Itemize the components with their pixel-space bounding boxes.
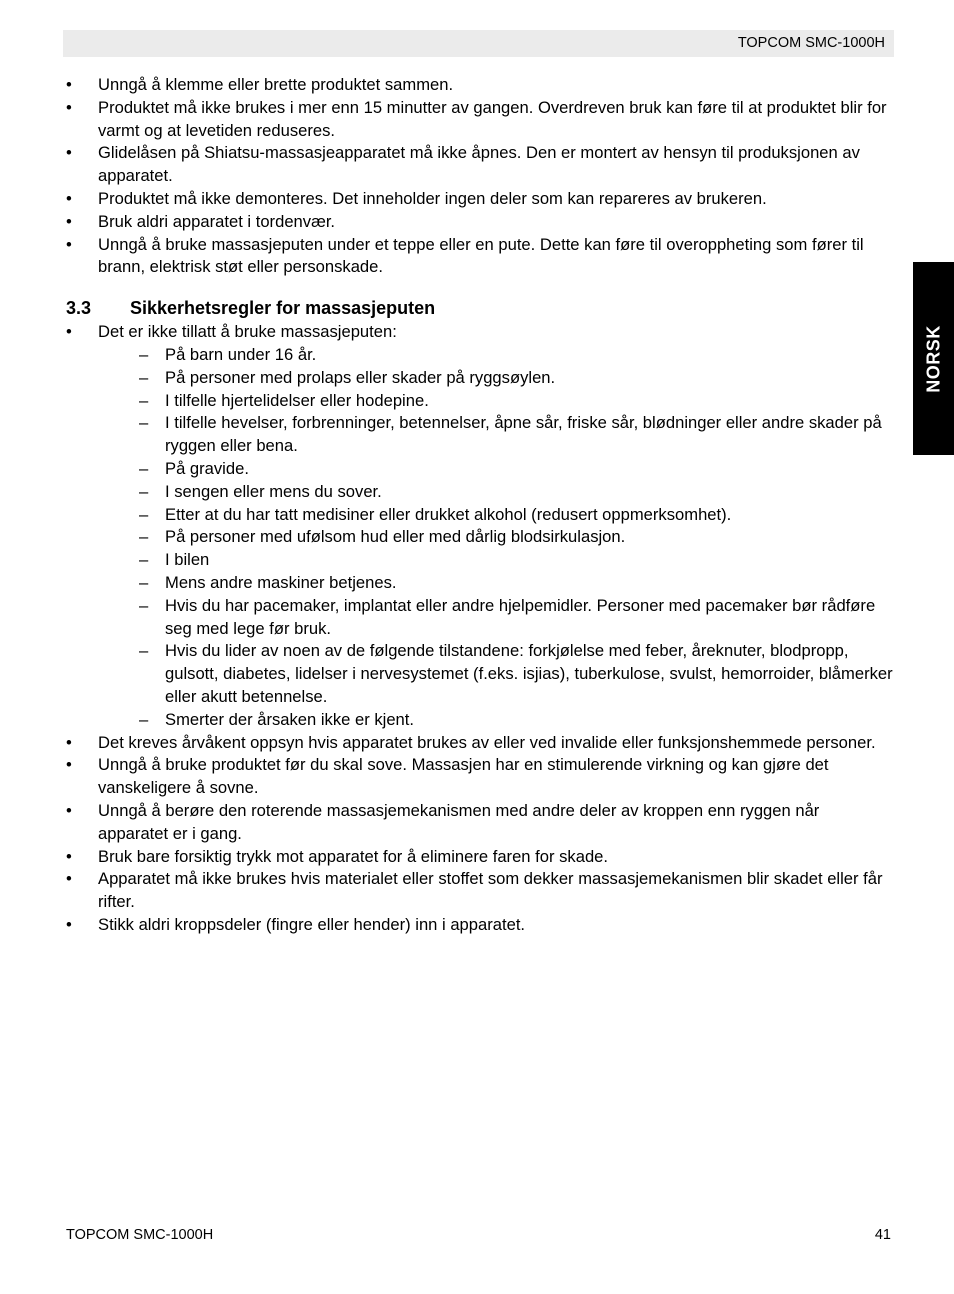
- page-content: [63, 74, 893, 937]
- list-item-marker: •: [66, 869, 72, 889]
- sub-list-item: [130, 481, 893, 504]
- sub-list-item-text: I bilen: [165, 550, 210, 570]
- list-item: [63, 732, 893, 755]
- sub-list-item: [130, 709, 893, 732]
- list-item: [63, 868, 893, 914]
- sub-list-item-text: Hvis du lider av noen av de følgende tilstandene: forkjølelse med feber, åreknuter, blodpropp, gulsott, diabetes, lidelser i nervesystemet (f.eks. isjias), tuberkulose, svulst, hemorroider, blåmerker eller akutt betennelse.: [165, 641, 893, 706]
- sub-list-item-text: På personer med prolaps eller skader på ryggsøylen.: [165, 367, 556, 387]
- footer-product: TOPCOM SMC-1000H: [66, 1227, 214, 1243]
- sub-list-item-text: I tilfelle hevelser, forbrenninger, betennelser, åpne sår, friske sår, blødninger eller andre skader på ryggen eller bena.: [165, 413, 882, 456]
- footer-page-number: 41: [874, 1227, 891, 1243]
- sub-list-item-text: På gravide.: [165, 458, 249, 478]
- list-item: [63, 142, 893, 188]
- list-item-marker: •: [66, 800, 72, 820]
- list-item: [63, 74, 893, 97]
- sub-list-item-marker: –: [139, 572, 149, 592]
- sub-list-item-text: I sengen eller mens du sover.: [165, 481, 382, 501]
- list-item-marker: •: [66, 75, 72, 94]
- section-title: Sikkerhetsregler for massasjeputen: [130, 298, 436, 319]
- sub-list-item-text: På personer med ufølsom hud eller med dårlig blodsirkulasjon.: [165, 527, 626, 547]
- sub-list-item: [130, 344, 893, 367]
- sub-list-item: [130, 640, 893, 708]
- list-item-text: Unngå å klemme eller brette produktet sammen.: [98, 75, 454, 94]
- list-item-text: Bruk bare forsiktig trykk mot apparatet for å eliminere faren for skade.: [98, 846, 609, 866]
- list-item-marker: •: [66, 732, 72, 752]
- sub-list-item-text: Hvis du har pacemaker, implantat eller andre hjelpemidler. Personer med pacemaker bør rådføre seg med lege før bruk.: [165, 595, 876, 638]
- section-bullet-list: [63, 321, 893, 937]
- list-item: [63, 321, 893, 731]
- sub-list-item-marker: –: [139, 504, 149, 524]
- list-item-text: Unngå å berøre den roterende massasjemekanismen med andre deler av kroppen enn ryggen når apparatet er i gang.: [98, 800, 820, 843]
- list-item-text: Produktet må ikke demonteres. Det inneholder ingen deler som kan repareres av brukeren.: [98, 188, 767, 208]
- sub-list-item-text: Smerter der årsaken ikke er kjent.: [165, 709, 415, 729]
- language-side-tab: [913, 262, 954, 455]
- list-item: [63, 97, 893, 143]
- sub-list-item: [130, 549, 893, 572]
- sub-list-item: [130, 412, 893, 458]
- list-item-marker: •: [66, 211, 72, 231]
- sub-list-item: [130, 595, 893, 641]
- intro-bullet-list: [63, 74, 893, 279]
- sub-list-item: [130, 367, 893, 390]
- sub-list-item-marker: –: [139, 390, 149, 410]
- list-item-marker: •: [66, 322, 72, 342]
- list-item-marker: •: [66, 143, 72, 163]
- sub-list-item-marker: –: [139, 709, 149, 729]
- list-item-marker: •: [66, 914, 72, 934]
- list-item-marker: •: [66, 234, 72, 254]
- list-item: [63, 234, 893, 280]
- sub-list-item-marker: –: [139, 595, 149, 615]
- list-item-marker: •: [66, 846, 72, 866]
- page-header: [63, 30, 894, 57]
- sub-list-item-text: På barn under 16 år.: [165, 344, 317, 364]
- sub-list-item: [130, 390, 893, 413]
- language-tab-label: NORSK: [923, 324, 943, 393]
- section-heading: [63, 297, 893, 319]
- list-item-text: Unngå å bruke massasjeputen under et teppe eller en pute. Dette kan føre til overoppheting som fører til brann, elektrisk støt eller personskade.: [98, 234, 864, 277]
- sub-list-item-text: Mens andre maskiner betjenes.: [165, 572, 397, 592]
- list-item-text: Unngå å bruke produktet før du skal sove. Massasjen har en stimulerende virkning og kan gjøre det vanskeligere å sovne.: [98, 755, 829, 798]
- list-item-marker: •: [66, 188, 72, 208]
- sub-list-item-marker: –: [139, 367, 149, 387]
- list-item-text: Apparatet må ikke brukes hvis materialet eller stoffet som dekker massasjemekanismen blir skadet eller får rifter.: [98, 869, 883, 912]
- sub-list-item-marker: –: [139, 481, 149, 501]
- header-title: TOPCOM SMC-1000H: [737, 35, 885, 51]
- sub-list-item-marker: –: [139, 550, 149, 570]
- sub-list-item-marker: –: [139, 413, 149, 433]
- sub-list-item-marker: –: [139, 527, 149, 547]
- list-item: [63, 754, 893, 800]
- list-item-text: Glidelåsen på Shiatsu-massasjeapparatet må ikke åpnes. Den er montert av hensyn til produksjonen av apparatet.: [98, 143, 860, 186]
- sub-list: [130, 344, 893, 732]
- sub-list-item: [130, 504, 893, 527]
- list-item-marker: •: [66, 755, 72, 775]
- sub-list-item: [130, 526, 893, 549]
- list-item-text: Produktet må ikke brukes i mer enn 15 minutter av gangen. Overdreven bruk kan føre til at produktet blir for varmt og at levetiden reduseres.: [98, 97, 887, 140]
- list-item: [63, 188, 893, 211]
- sub-list-item-marker: –: [139, 458, 149, 478]
- list-item-text: Det er ikke tillatt å bruke massasjeputen:: [98, 322, 397, 342]
- list-item: [63, 914, 893, 937]
- sub-list-item-marker: –: [139, 344, 149, 364]
- list-item: [63, 846, 893, 869]
- sub-list-item: [130, 458, 893, 481]
- section-number: 3.3: [66, 298, 92, 319]
- list-item-text: Bruk aldri apparatet i tordenvær.: [98, 211, 336, 231]
- list-item-marker: •: [66, 97, 72, 117]
- sub-list-item-marker: –: [139, 641, 149, 661]
- sub-list-item-text: I tilfelle hjertelidelser eller hodepine.: [165, 390, 429, 410]
- sub-list-item: [130, 572, 893, 595]
- list-item-text: Det kreves årvåkent oppsyn hvis apparatet brukes av eller ved invalide eller funksjonshemmede personer.: [98, 732, 876, 752]
- list-item: [63, 211, 893, 234]
- sub-list-item-text: Etter at du har tatt medisiner eller drukket alkohol (redusert oppmerksomhet).: [165, 504, 732, 524]
- list-item: [63, 800, 893, 846]
- list-item-text: Stikk aldri kroppsdeler (fingre eller hender) inn i apparatet.: [98, 914, 526, 934]
